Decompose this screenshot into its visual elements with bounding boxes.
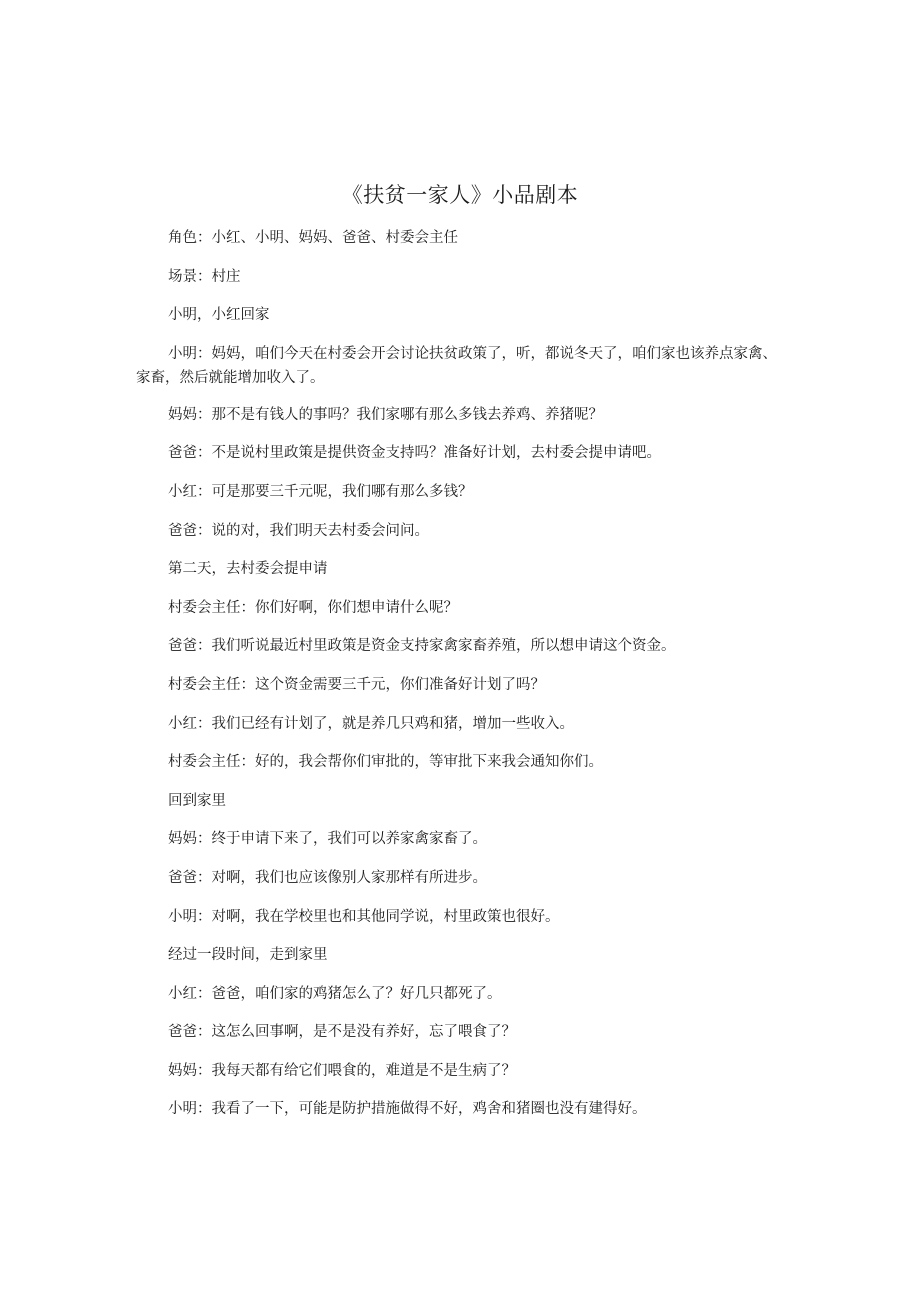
paragraph-stage-direction: 第二天，去村委会提申请 <box>168 561 328 578</box>
paragraph-dialogue: 爸爸：说的对，我们明天去村委会问问。 <box>168 522 429 539</box>
paragraph-dialogue: 爸爸：我们听说最近村里政策是资金支持家禽家畜养殖，所以想申请这个资金。 <box>168 638 676 655</box>
paragraph-dialogue: 妈妈：我每天都有给它们喂食的，难道是不是生病了？ <box>168 1062 516 1079</box>
script-body <box>136 226 786 1136</box>
paragraph-dialogue: 村委会主任：好的，我会帮你们审批的，等审批下来我会通知你们。 <box>168 754 603 771</box>
paragraph-dialogue: 小明：对啊，我在学校里也和其他同学说，村里政策也很好。 <box>168 908 560 925</box>
paragraph-dialogue: 村委会主任：你们好啊，你们想申请什么呢？ <box>168 599 458 616</box>
paragraph-dialogue: 村委会主任：这个资金需要三千元，你们准备好计划了吗？ <box>168 676 545 693</box>
paragraph-stage-direction: 小明，小红回家 <box>168 307 270 324</box>
paragraph-stage-direction: 经过一段时间，走到家里 <box>168 947 328 964</box>
paragraph-dialogue: 妈妈：终于申请下来了，我们可以养家禽家畜了。 <box>168 831 487 848</box>
paragraph-dialogue: 小红：可是那要三千元呢，我们哪有那么多钱？ <box>168 483 473 500</box>
paragraph-dialogue: 爸爸：不是说村里政策是提供资金支持吗？准备好计划，去村委会提申请吧。 <box>168 445 661 462</box>
paragraph-roles: 角色：小红、小明、妈妈、爸爸、村委会主任 <box>168 230 458 246</box>
paragraph-setting: 场景：村庄 <box>168 268 241 285</box>
paragraph-dialogue: 小红：爸爸，咱们家的鸡猪怎么了？好几只都死了。 <box>168 985 502 1002</box>
paragraph-dialogue: 小红：我们已经有计划了，就是养几只鸡和猪，增加一些收入。 <box>168 715 574 732</box>
paragraph-dialogue: 妈妈：那不是有钱人的事吗？我们家哪有那么多钱去养鸡、养猪呢？ <box>168 406 603 423</box>
paragraph-stage-direction: 回到家里 <box>168 792 226 809</box>
paragraph-dialogue: 小明：我看了一下，可能是防护措施做得不好，鸡舍和猪圈也没有建得好。 <box>168 1101 647 1118</box>
document-title: 《扶贫一家人》小品剧本 <box>341 183 579 207</box>
paragraph-dialogue: 爸爸：对啊，我们也应该像别人家那样有所进步。 <box>168 869 487 886</box>
paragraph-dialogue: 爸爸：这怎么回事啊，是不是没有养好，忘了喂食了？ <box>168 1024 516 1041</box>
paragraph-dialogue: 小明：妈妈，咱们今天在村委会开会讨论扶贫政策了，听，都说冬天了，咱们家也该养点家禽、家畜，然后就能增加收入了。 <box>136 345 777 386</box>
